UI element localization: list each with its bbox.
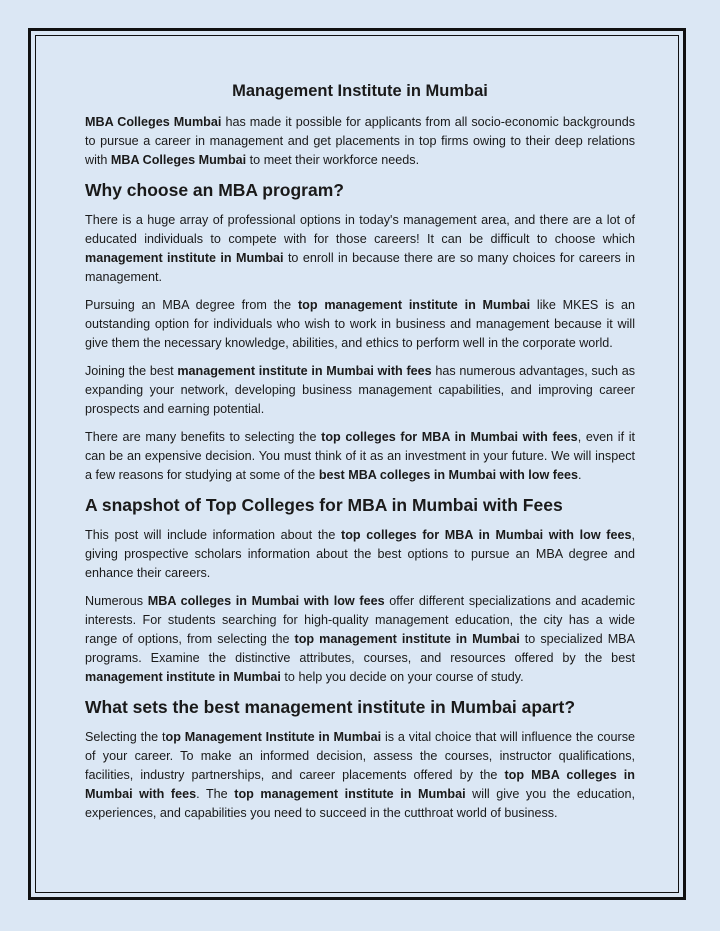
- paragraph-options: There is a huge array of professional options in today's management area, and there are a lot of educated individuals to compete with for those careers! It can be difficult to choose which management institute in Mumbai to enroll in because there are so many choices for careers in management.: [85, 213, 635, 284]
- heading-what-sets-apart: What sets the best management institute in Mumbai apart?: [85, 697, 576, 717]
- page-title: Management Institute in Mumbai: [232, 82, 488, 100]
- intro-paragraph: MBA Colleges Mumbai has made it possible for applicants from all socio-economic backgrounds to pursue a career in management and get placements in top firms owing to their deep relations with MBA Colleges Mumbai to meet their workforce needs.: [85, 115, 635, 167]
- paragraph-post-info: This post will include information about the top colleges for MBA in Mumbai with low fees, giving prospective scholars information about the best options to pursue an MBA degree and enhance their careers.: [85, 528, 635, 580]
- paragraph-joining: Joining the best management institute in Mumbai with fees has numerous advantages, such as expanding your network, developing business management capabilities, and improving career prospects and earning potential.: [85, 364, 635, 416]
- paragraph-benefits: There are many benefits to selecting the top colleges for MBA in Mumbai with fees, even if it can be an expensive decision. You must think of it as an investment in your future. We will inspect a few reasons for studying at some of the best MBA colleges in Mumbai with low fees.: [85, 430, 635, 482]
- heading-why-choose: Why choose an MBA program?: [85, 180, 344, 200]
- heading-snapshot: A snapshot of Top Colleges for MBA in Mumbai with Fees: [85, 495, 563, 515]
- paragraph-selecting: Selecting the top Management Institute in Mumbai is a vital choice that will influence the course of your career. To make an informed decision, assess the courses, instructor qualifications, facilities, industry partnerships, and career placements offered by the top MBA colleges in Mumbai with fees. The top management institute in Mumbai will give you the education, experiences, and capabilities you need to succeed in the cutthroat world of business.: [85, 730, 635, 820]
- paragraph-pursuing: Pursuing an MBA degree from the top management institute in Mumbai like MKES is an outstanding option for individuals who wish to work in business and management because it will give them the necessary knowledge, abilities, and ethics to perform well in the corporate world.: [85, 298, 635, 350]
- document-body: [85, 82, 635, 832]
- paragraph-specializations: Numerous MBA colleges in Mumbai with low fees offer different specializations and academic interests. For students searching for high-quality management education, the city has a wide range of options, from selecting the top management institute in Mumbai to specialized MBA programs. Examine the distinctive attributes, courses, and resources offered by the best management institute in Mumbai to help you decide on your course of study.: [85, 594, 636, 684]
